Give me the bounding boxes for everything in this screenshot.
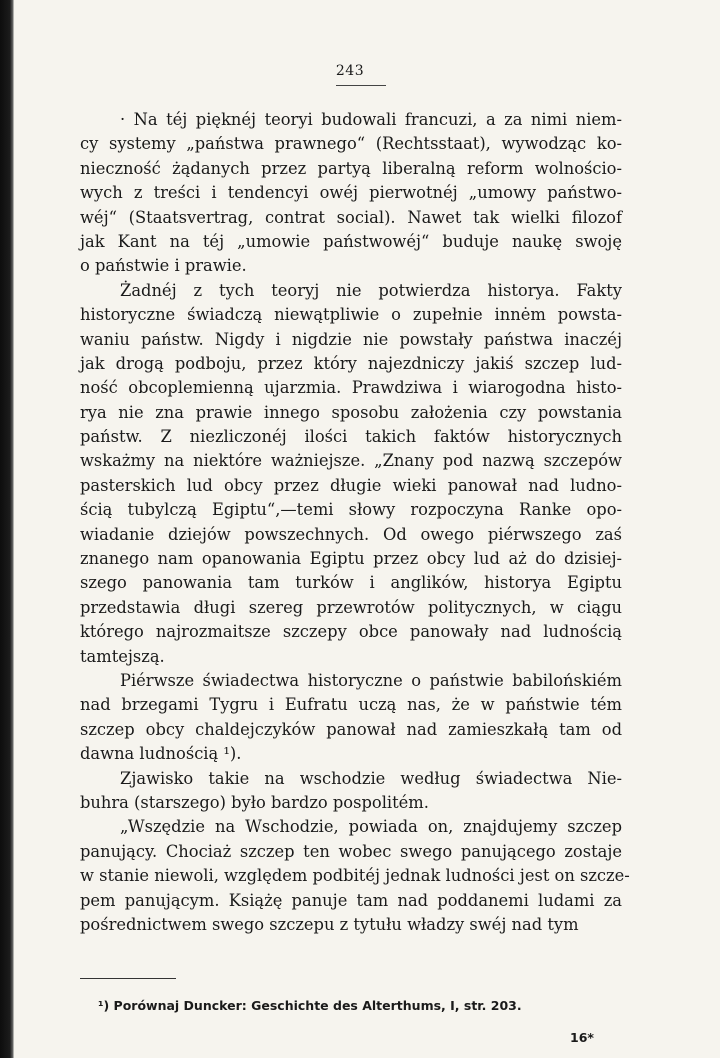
text-line: znanego nam opanowania Egiptu przez obcy lud aż do dzisiej- bbox=[80, 549, 622, 569]
text-line: pośrednictwem swego szczepu z tytułu władzy swéj nad tym bbox=[80, 914, 579, 934]
text-line: tamtejszą. bbox=[80, 646, 165, 666]
text-line: cy systemy „państwa prawnego“ (Rechtsstaat), wywodząc ko- bbox=[80, 134, 622, 154]
text-line: w stanie niewoli, względem podbitéj jednak ludności jest on szcze- bbox=[80, 866, 630, 886]
text-line: państw. Z niezliczonéj ilości takich faktów historycznych bbox=[80, 427, 622, 447]
text-line: szego panowania tam turków i anglików, historya Egiptu bbox=[80, 573, 622, 593]
text-line: Zjawisko takie na wschodzie według świadectwa Nie- bbox=[120, 768, 622, 788]
text-line: Żadnéj z tych teoryj nie potwierdza historya. Fakty bbox=[120, 280, 622, 300]
body-text bbox=[80, 108, 630, 937]
text-line: rya nie zna prawie innego sposobu założenia czy powstania bbox=[80, 402, 622, 422]
text-line: ścią tubylczą Egiptu“,—temi słowy rozpoczyna Ranke opo- bbox=[80, 500, 622, 520]
text-line: Piérwsze świadectwa historyczne o państwie babilońskiém bbox=[120, 670, 622, 690]
page-number-rule bbox=[336, 85, 386, 86]
text-line: wiadanie dziejów powszechnych. Od owego piérwszego zaś bbox=[80, 524, 622, 544]
text-line: pem panującym. Książę panuje tam nad poddanemi ludami za bbox=[80, 890, 622, 910]
text-line: nieczność żądanych przez partyą liberalną reform wolnościo- bbox=[80, 158, 622, 178]
text-line: ność obcoplemienną ujarzmia. Prawdziwa i wiarogodna histo- bbox=[80, 378, 622, 398]
text-line: jak Kant na téj „umowie państwowéj“ buduje naukę swoję bbox=[80, 231, 622, 251]
text-line: którego najrozmaitsze szczepy obce panowały nad ludnością bbox=[80, 622, 622, 642]
text-line: pasterskich lud obcy przez długie wieki panował nad ludno- bbox=[80, 475, 622, 495]
text-line: jak drogą podboju, przez który najezdniczy jakiś szczep lud- bbox=[80, 353, 622, 373]
text-line: o państwie i prawie. bbox=[80, 256, 247, 276]
text-line: historyczne świadczą niewątpliwie o zupełnie innėm powsta- bbox=[80, 305, 622, 325]
text-line: szczep obcy chaldejczyków panował nad zamieszkałą tam od bbox=[80, 719, 622, 739]
book-spine-shadow bbox=[0, 0, 14, 1058]
text-line: przedstawia długi szereg przewrotów politycznych, w ciągu bbox=[80, 597, 622, 617]
text-line: · Na téj pięknéj teoryi budowali francuzi, a za nimi niem- bbox=[120, 110, 622, 129]
text-line: waniu państw. Nigdy i nigdzie nie powstały państwa inaczéj bbox=[80, 329, 622, 349]
footnote-rule bbox=[80, 978, 176, 979]
footnote: ¹) Porównaj Duncker: Geschichte des Alterthums, I, str. 203. bbox=[98, 998, 522, 1013]
text-line: „Wszędzie na Wschodzie, powiada on, znajdujemy szczep bbox=[120, 817, 622, 837]
text-line: dawna ludnością ¹). bbox=[80, 744, 242, 764]
text-line: wskażmy na niektóre ważniejsze. „Znany pod nazwą szczepów bbox=[80, 451, 622, 471]
page-number: 243 bbox=[335, 63, 365, 79]
text-line: nad brzegami Tygru i Eufratu uczą nas, że w państwie tém bbox=[80, 695, 622, 715]
printer-signature: 16* bbox=[570, 1030, 594, 1045]
text-line: wéj“ (Staatsvertrag, contrat social). Nawet tak wielki filozof bbox=[80, 207, 622, 227]
text-line: wych z treści i tendencyi owéj pierwotnéj „umowy państwo- bbox=[80, 183, 622, 203]
text-line: panujący. Chociaż szczep ten wobec swego panującego zostaje bbox=[80, 841, 622, 861]
text-line: buhra (starszego) było bardzo pospolitém. bbox=[80, 792, 429, 812]
